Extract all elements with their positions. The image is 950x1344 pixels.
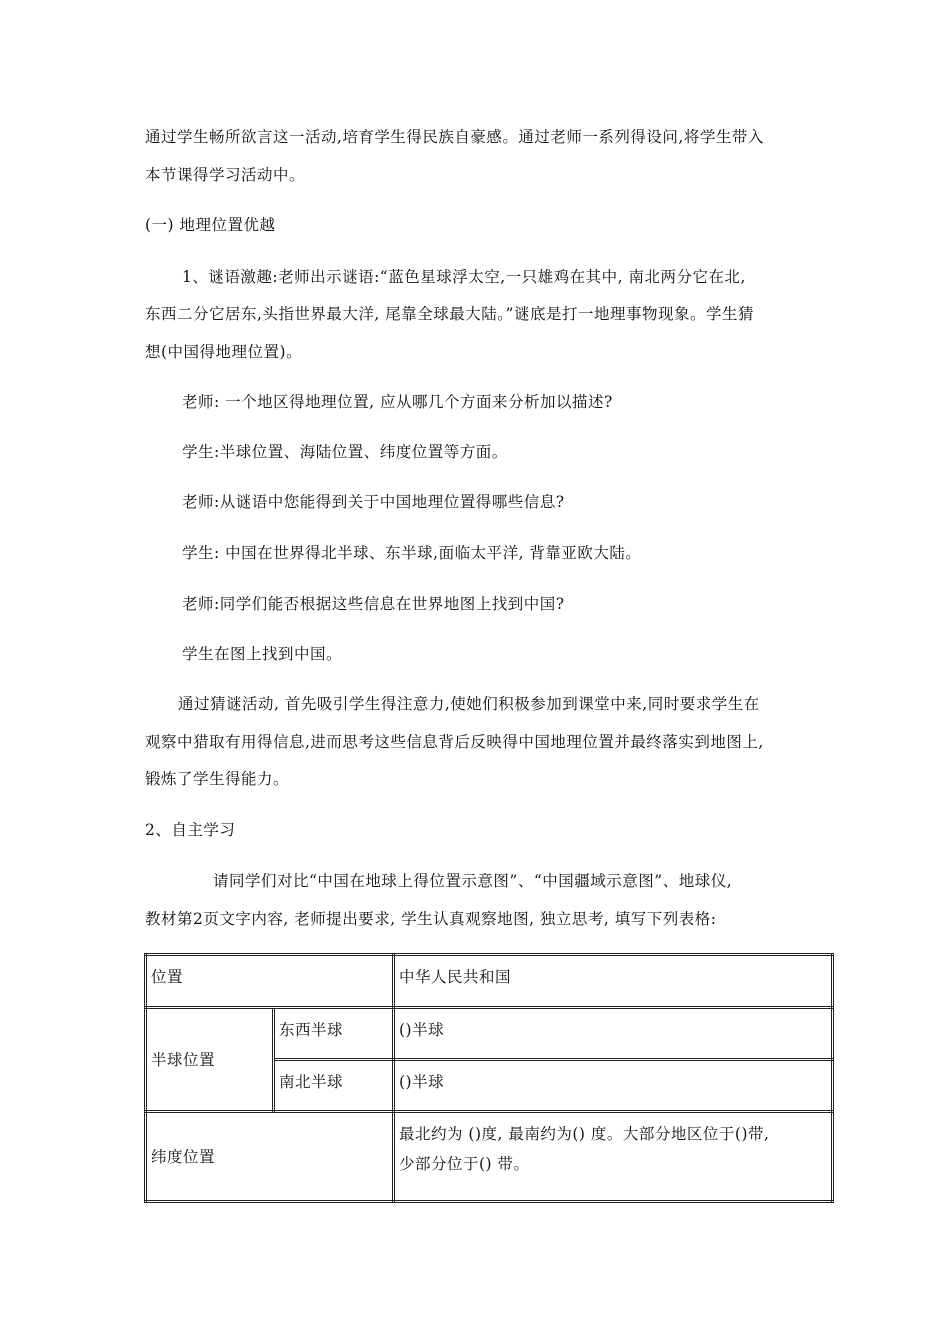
- paragraph-1-line-2: 本节课得学习活动中。: [145, 166, 306, 184]
- fill-latitude: [394, 1112, 833, 1202]
- location-table: [144, 953, 834, 1203]
- paragraph-2-line-1: 1、谜语激趣:老师出示谜语:“蓝色星球浮太空,一只雄鸡在其中, 南北两分它在北,: [182, 268, 746, 286]
- row-label-position: 位置: [146, 955, 394, 1008]
- row-label-hemisphere: 半球位置: [146, 1008, 274, 1112]
- paragraph-3-line-2: 观察中猎取有用得信息,进而思考这些信息背后反映得中国地理位置并最终落实到地图上,: [145, 733, 764, 751]
- paragraph-4-line-1: 请同学们对比“中国在地球上得位置示意图”、“中国疆域示意图”、地球仪,: [213, 872, 733, 890]
- table-row: [146, 1008, 833, 1060]
- dialogue-teacher-2: 老师:从谜语中您能得到关于中国地理位置得哪些信息?: [182, 493, 565, 511]
- dialogue-student-1: 学生:半球位置、海陆位置、纬度位置等方面。: [182, 443, 508, 461]
- dialogue-student-2: 学生: 中国在世界得北半球、东半球,面临太平洋, 背靠亚欧大陆。: [182, 544, 642, 562]
- paragraph-2-line-3: 想(中国得地理位置)。: [145, 343, 303, 361]
- fill-latitude-line-2: 少部分位于() 带。: [399, 1155, 530, 1173]
- row-label-latitude: 纬度位置: [146, 1112, 394, 1202]
- table-row: [146, 1112, 833, 1202]
- paragraph-2-line-2: 东西二分它居东,头指世界最大洋, 尾靠全球最大陆。”谜底是打一地理事物现象。学生猜: [145, 305, 754, 323]
- paragraph-3-line-1: 通过猜谜活动, 首先吸引学生得注意力,使她们积极参加到课堂中来,同时要求学生在: [178, 695, 760, 713]
- dialogue-teacher-3: 老师:同学们能否根据这些信息在世界地图上找到中国?: [182, 595, 565, 613]
- sub-label-north-south: 南北半球: [274, 1060, 394, 1112]
- section-heading-2: 2、自主学习: [145, 821, 236, 839]
- dialogue-student-3: 学生在图上找到中国。: [182, 645, 343, 663]
- section-heading-1: (一) 地理位置优越: [145, 216, 276, 234]
- paragraph-1-line-1: 通过学生畅所欲言这一活动,培育学生得民族自豪感。通过老师一系列得设问,将学生带入: [145, 128, 764, 146]
- dialogue-teacher-1: 老师: 一个地区得地理位置, 应从哪几个方面来分析加以描述?: [182, 393, 613, 411]
- fill-latitude-line-1: 最北约为 ()度, 最南约为() 度。大部分地区位于()带,: [399, 1125, 770, 1143]
- fill-north-south: ()半球: [394, 1060, 833, 1112]
- table-row: [146, 955, 833, 1008]
- paragraph-4-line-2: 教材第2页文字内容, 老师提出要求, 学生认真观察地图, 独立思考, 填写下列表格:: [145, 910, 717, 928]
- fill-east-west: ()半球: [394, 1008, 833, 1060]
- sub-label-east-west: 东西半球: [274, 1008, 394, 1060]
- row-value-country: 中华人民共和国: [394, 955, 833, 1008]
- paragraph-3-line-3: 锻炼了学生得能力。: [145, 770, 290, 788]
